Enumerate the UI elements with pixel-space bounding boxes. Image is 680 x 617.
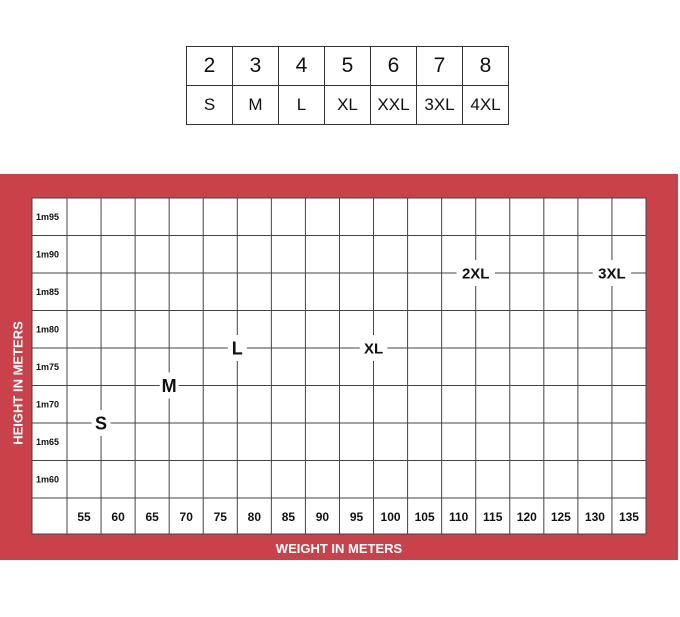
size-label-cell: XL [325,86,371,125]
y-tick-label: 1m90 [36,249,60,260]
size-number-cell: 5 [325,47,371,86]
x-tick-label: 125 [550,510,571,524]
x-axis-title: WEIGHT IN METERS [275,541,403,556]
size-number-cell: 2 [187,47,233,86]
size-number-cell: 4 [279,47,325,86]
y-tick-label: 1m95 [36,211,60,222]
x-tick-label: 90 [315,510,330,524]
y-tick-label: 1m70 [36,399,60,410]
size-label-cell: 4XL [463,86,509,125]
x-tick-label: 70 [179,510,193,524]
size-marker-label: S [95,413,108,434]
size-marker-label: 2XL [461,265,490,283]
x-tick-label: 135 [618,510,639,524]
x-tick-label: 130 [584,510,605,524]
size-chart-frame [0,174,678,560]
x-tick-label: 100 [380,510,401,524]
x-tick-label: 60 [111,510,125,524]
y-tick-label: 1m80 [36,324,60,335]
x-tick-label: 120 [516,510,537,524]
y-tick-label: 1m60 [36,474,60,485]
y-axis-title: HEIGHT IN METERS [10,321,26,445]
size-marker-label: XL [363,340,384,358]
x-tick-label: 115 [483,510,503,524]
x-tick-label: 110 [448,510,469,524]
size-number-cell: 7 [417,47,463,86]
size-number-cell: 6 [371,47,417,86]
size-number-cell: 3 [233,47,279,86]
y-tick-label: 1m75 [36,361,60,372]
size-label-cell: M [233,86,279,125]
x-tick-label: 80 [247,510,262,524]
size-marker-label: L [231,338,243,359]
size-label-cell: 3XL [417,86,463,125]
x-tick-label: 75 [213,510,227,524]
size-marker-label: 3XL [598,265,626,283]
y-tick-label: 1m65 [36,436,60,447]
size-label-cell: XXL [371,86,417,125]
size-marker-label: M [161,375,177,396]
size-label-cell: S [187,86,233,125]
size-mapping-table [186,46,509,125]
x-tick-label: 95 [349,510,364,524]
x-tick-label: 85 [281,510,296,524]
x-tick-label: 65 [145,510,159,524]
size-label-row [187,86,509,125]
size-chart-grid [0,174,678,560]
y-tick-label: 1m85 [36,286,60,297]
x-tick-label: 105 [414,510,435,524]
size-number-cell: 8 [463,47,509,86]
size-label-cell: L [279,86,325,125]
x-tick-label: 55 [77,510,91,524]
size-number-row [187,47,509,86]
